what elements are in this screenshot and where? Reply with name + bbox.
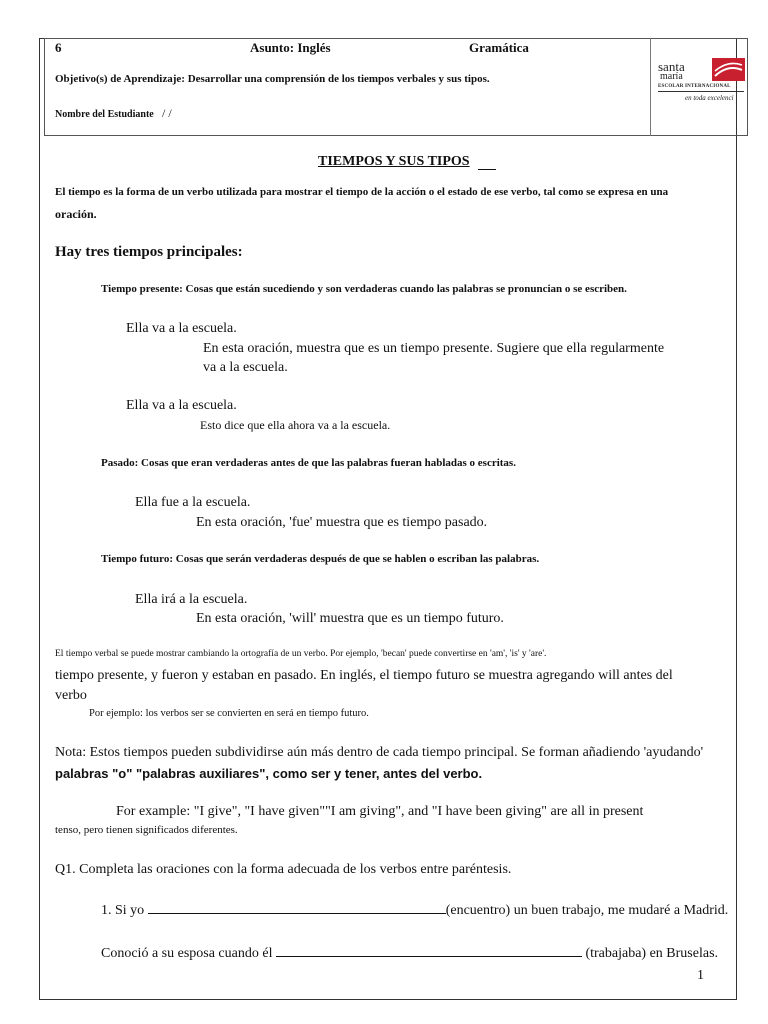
example-4-note: En esta oración, 'will' muestra que es un tiempo futuro.: [196, 611, 504, 626]
example-3-note: En esta oración, 'fue' muestra que es tiempo pasado.: [196, 515, 488, 530]
document-title: TIEMPOS Y SUS TIPOS: [318, 154, 470, 169]
student-name-label: Nombre del Estudiante: [55, 109, 154, 120]
example-2: Ella va a la escuela.: [126, 398, 237, 413]
q1-item-1-answer-blank[interactable]: [148, 901, 446, 914]
page-number: 1: [697, 968, 704, 983]
spelling-line-2: tiempo presente, y fueron y estaban en pasado. En inglés, el tiempo futuro se muestra agregando will antes del: [55, 668, 673, 683]
example-1-note-line-1: En esta oración, muestra que es un tiempo presente. Sugiere que ella regularmente: [203, 341, 665, 356]
question-1: Q1. Completa las oraciones con la forma adecuada de los verbos entre paréntesis.: [55, 862, 512, 877]
spelling-line-4: Por ejemplo: los verbos ser se convierten en será en tiempo futuro.: [89, 708, 369, 719]
future-definition: Tiempo futuro: Cosas que serán verdaderas después de que se hablen o escriban las palabras.: [101, 553, 540, 565]
logo-tagline: en toda excelenci: [685, 94, 734, 102]
q1-item-1: [101, 901, 728, 919]
q1-item-2: [101, 944, 718, 962]
example-4: Ella irá a la escuela.: [135, 592, 248, 607]
q1-item-2-answer-blank[interactable]: [276, 944, 582, 957]
title-underline-tail: [478, 169, 496, 170]
logo-text-maria: maría: [660, 71, 683, 82]
example-english-line-1: For example: "I give", "I have given""I am giving", and "I have been giving" are all in present: [116, 804, 644, 819]
note-line-1: Nota: Estos tiempos pueden subdividirse aún más dentro de cada tiempo principal. Se forman añadiendo 'ayudando': [55, 745, 704, 760]
intro-line-1: El tiempo es la forma de un verbo utilizada para mostrar el tiempo de la acción o el estado de ese verbo, tal como se expresa en una: [55, 186, 669, 198]
q1-item-1-end: (encuentro) un buen trabajo, me mudaré a Madrid.: [445, 903, 729, 918]
objective-text: Objetivo(s) de Aprendizaje: Desarrollar una comprensión de los tiempos verbales y sus tipos.: [55, 73, 490, 85]
q1-item-1-start: 1. Si yo: [101, 903, 145, 918]
logo-text-escolar: ESCOLAR INTERNACIONAL: [658, 84, 731, 89]
note-line-2: palabras "o" "palabras auxiliares", como ser y tener, antes del verbo.: [55, 766, 483, 781]
header-divider: [650, 38, 651, 136]
q1-item-2-end: (trabajaba) en Bruselas.: [585, 946, 719, 961]
q1-item-2-start: Conoció a su esposa cuando él: [101, 946, 273, 961]
intro-line-2: oración.: [55, 207, 97, 221]
school-logo: [654, 54, 746, 110]
example-3: Ella fue a la escuela.: [135, 495, 251, 510]
present-definition: Tiempo presente: Cosas que están sucediendo y son verdaderas cuando las palabras se pronuncian o se escriben.: [101, 283, 627, 295]
logo-emblem-icon: [712, 58, 745, 81]
header-box: [44, 38, 748, 136]
main-heading: Hay tres tiempos principales:: [55, 244, 243, 260]
past-definition: Pasado: Cosas que eran verdaderas antes de que las palabras fueran habladas o escritas.: [101, 457, 516, 469]
example-1-note-line-2: va a la escuela.: [203, 360, 288, 375]
topic-label: Gramática: [469, 40, 529, 55]
logo-rule: [658, 91, 744, 92]
subject-label: Asunto: Inglés: [250, 40, 331, 55]
logo-text-santa: santa: [658, 59, 685, 74]
spelling-line-1: El tiempo verbal se puede mostrar cambiando la ortografía de un verbo. Por ejemplo, 'becan' puede convertirse en 'am', 'is' y 'are'.: [55, 649, 547, 659]
date-slashes: / /: [162, 106, 172, 120]
example-1: Ella va a la escuela.: [126, 321, 237, 336]
grade-number: 6: [55, 40, 62, 55]
example-2-note: Esto dice que ella ahora va a la escuela.: [200, 418, 391, 432]
spelling-line-3: verbo: [55, 688, 87, 703]
example-english-line-2: tenso, pero tienen significados diferentes.: [55, 824, 238, 836]
